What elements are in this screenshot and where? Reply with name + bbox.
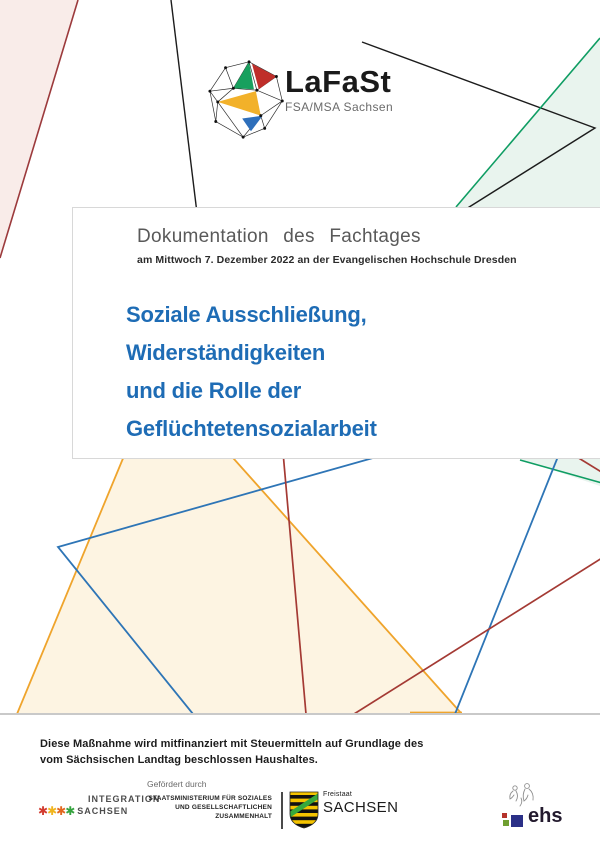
saxony-wordmark-small: Freistaat (323, 791, 353, 798)
puzzle-piece-icon: ✱ (56, 804, 67, 818)
document-title-line-2: Widerständigkeiten (126, 340, 326, 365)
puzzle-piece-icon: ✱ (65, 804, 76, 818)
ministry-line-2: UND GESELLSCHAFTLICHEN (175, 803, 272, 811)
document-title-line-1: Soziale Ausschließung, (126, 302, 367, 327)
ehs-green-square (503, 820, 509, 826)
ministry-line-1: STAATSMINISTERIUM FÜR SOZIALES (148, 795, 272, 802)
saxony-wordmark-large: SACHSEN (323, 799, 399, 816)
title-box (72, 207, 600, 459)
saxony-coat-of-arms-icon (289, 791, 319, 829)
funding-note (40, 737, 423, 768)
ehs-logo (490, 782, 570, 838)
document-title-line-4: Geflüchtetensozialarbeit (126, 416, 377, 441)
ehs-squares-icon (502, 809, 526, 833)
document-title-line-3: und die Rolle der (126, 378, 302, 403)
ehs-wordmark: ehs (528, 805, 563, 827)
logo-divider-line (281, 792, 283, 829)
ministry-wordmark (140, 795, 272, 821)
ministry-line-3: ZUSAMMENHALT (215, 812, 272, 820)
funding-note-line-1: Diese Maßnahme wird mitfinanziert mit Steuermitteln auf Grundlage des (40, 738, 424, 750)
integration-logo-line-2: SACHSEN (77, 806, 129, 816)
puzzle-piece-icon: ✱ (47, 804, 58, 818)
ehs-red-square (502, 813, 507, 818)
ehs-navy-square (511, 815, 523, 827)
lafast-logo-icon (206, 55, 294, 143)
funding-note-line-2: vom Sächsischen Landtag beschlossen Haushaltes. (40, 753, 318, 766)
document-title (126, 296, 377, 448)
lafast-logo-title: LaFaSt (285, 64, 392, 99)
lafast-logo-text (285, 66, 393, 114)
event-date-line: am Mittwoch 7. Dezember 2022 an der Evangelischen Hochschule Dresden (137, 254, 517, 266)
puzzle-piece-icon: ✱ (38, 804, 49, 818)
footer-separator-line (0, 713, 600, 715)
lafast-logo-subtitle: FSA/MSA Sachsen (285, 100, 394, 114)
saxony-wordmark (323, 791, 398, 816)
document-type-label: Dokumentation des Fachtages (137, 226, 421, 247)
sponsored-by-label: Gefördert durch (147, 779, 207, 789)
integration-logo-line-1: INTEGRATION (88, 794, 161, 804)
